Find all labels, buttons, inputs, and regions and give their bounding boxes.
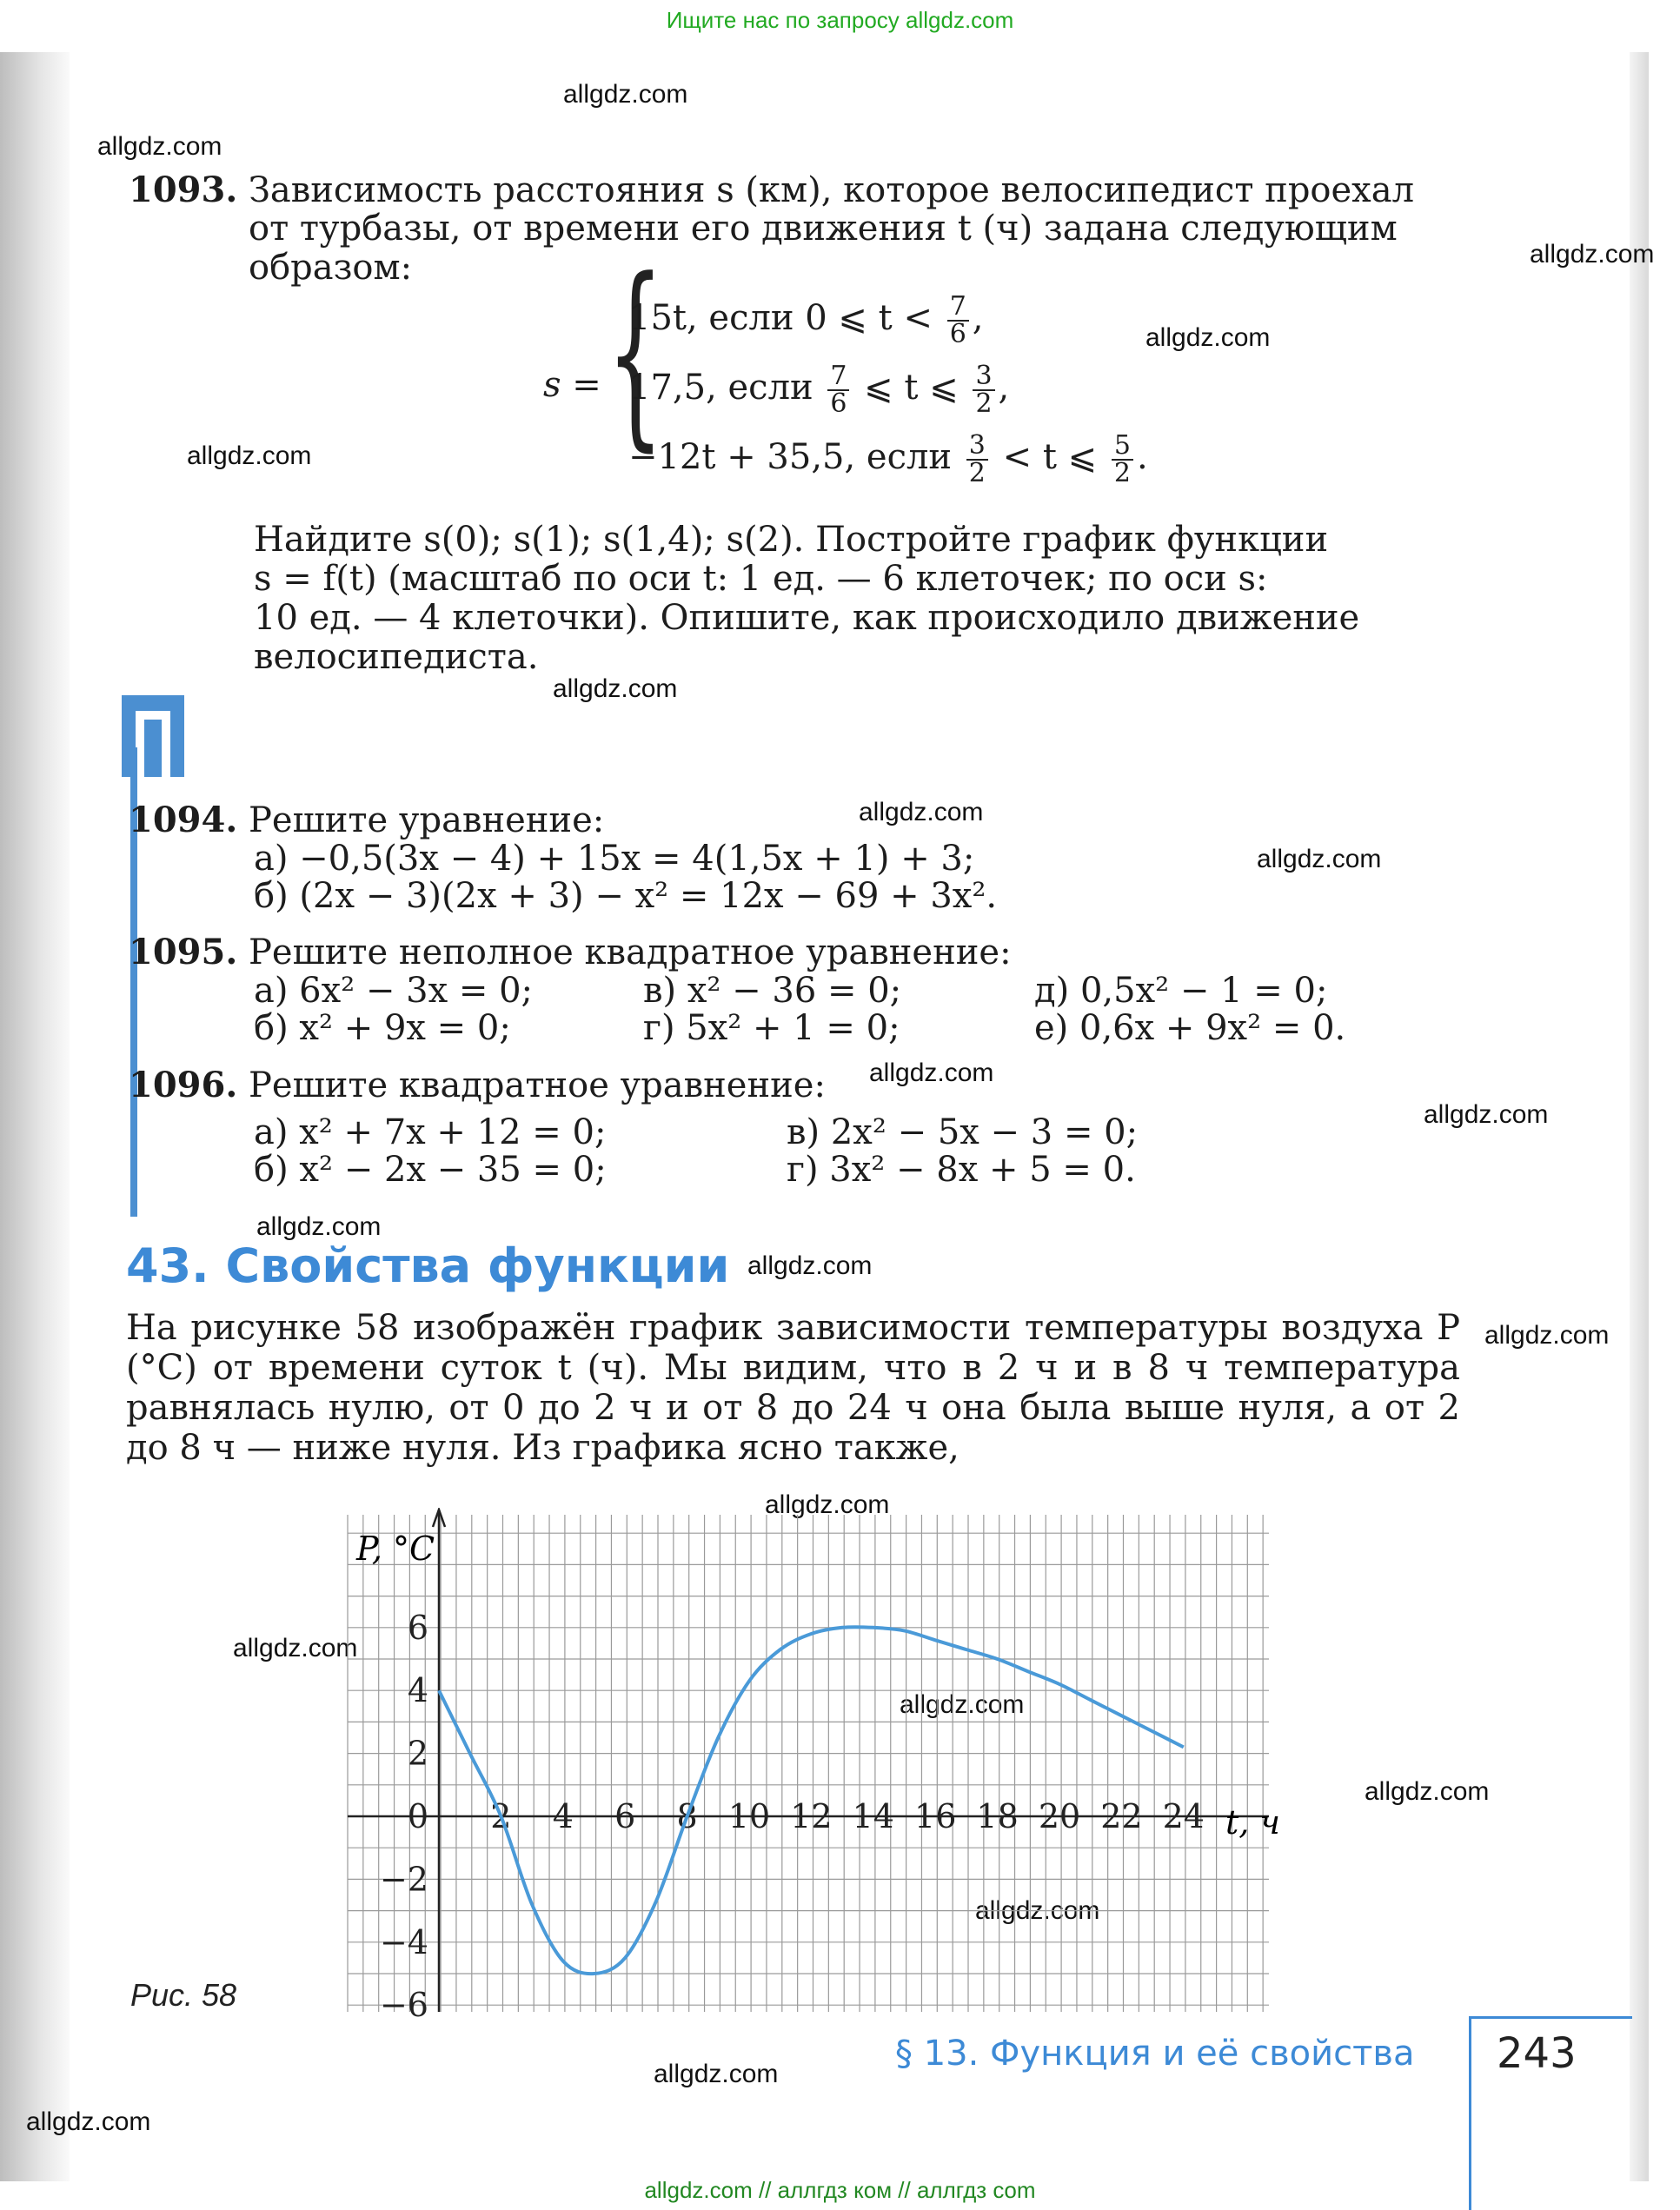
chart-grid: [348, 1515, 1269, 2012]
watermark: allgdz.com: [869, 1059, 994, 1087]
watermark: allgdz.com: [747, 1251, 873, 1280]
problem-1093-line3: образом:: [249, 248, 413, 288]
watermark: allgdz.com: [859, 798, 984, 826]
y-tick-label: −6: [379, 1986, 428, 2021]
problem-1095-e: е) 0,6x + 9x² = 0.: [1034, 1008, 1346, 1048]
piecewise-case-1: 15t, если 0 ⩽ t < $\frac{7}{6}$ ,: [628, 291, 984, 349]
running-head: § 13. Функция и её свойства: [895, 2034, 1415, 2074]
watermark: allgdz.com: [1365, 1777, 1490, 1806]
piecewise-brace: {: [607, 237, 664, 469]
watermark: allgdz.com: [553, 674, 678, 703]
watermark: allgdz.com: [233, 1634, 358, 1662]
watermark: allgdz.com: [1530, 240, 1655, 269]
x-tick-label: 18: [976, 1797, 1019, 1835]
y-tick-label: 4: [407, 1671, 428, 1710]
x-tick-label: 20: [1038, 1797, 1081, 1835]
temperature-chart: [330, 1508, 1286, 2021]
problem-1096-b: б) x² − 2x − 35 = 0;: [254, 1150, 607, 1190]
y-tick-label: −2: [379, 1860, 428, 1899]
y-tick-label: 0: [407, 1797, 428, 1835]
y-tick-label: 2: [407, 1734, 428, 1773]
watermark: allgdz.com: [1424, 1100, 1549, 1129]
section-body: На рисунке 58 изображён график зависимости температуры воздуха P (°C) от времени суток t (ч). Мы видим, что в 2 ч и в 8 ч температура равнялась нулю, от 0 до 2 ч и от 8 до 24 ч она была выше нуля, а от 2 до 8 ч — ниже нуля. Из графика ясно также,: [126, 1308, 1460, 1468]
x-tick-label: 8: [676, 1797, 698, 1835]
problem-1093-find-3: 10 ед. — 4 клеточки). Опишите, как происходило движение: [254, 598, 1360, 638]
problem-1095-b: б) x² + 9x = 0;: [254, 1008, 511, 1048]
page-edge-right: [1630, 52, 1649, 2181]
chart-ticks: [380, 1609, 1205, 2021]
section-heading: 43. Свойства функции: [126, 1238, 730, 1293]
piecewise-case-2: 17,5, если $\frac{7}{6}$ ⩽ t ⩽ $\frac{3}{2}$ ,: [628, 361, 1010, 419]
problem-1095-a: а) 6x² − 3x = 0;: [254, 971, 534, 1011]
watermark: allgdz.com: [97, 132, 222, 161]
y-axis-label: P, °C: [356, 1530, 435, 1568]
chart-axes: [348, 1510, 1269, 2012]
page-number: 243: [1497, 2029, 1577, 2078]
x-tick-label: 2: [490, 1797, 512, 1835]
footer-links[interactable]: allgdz.com // аллгдз ком // аллгдз com: [644, 2177, 1036, 2203]
x-tick-label: 4: [552, 1797, 574, 1835]
problem-1094-a: а) −0,5(3x − 4) + 15x = 4(1,5x + 1) + 3;: [254, 839, 975, 879]
problem-1093-find-2: s = f(t) (масштаб по оси t: 1 ед. — 6 клеточек; по оси s:: [254, 559, 1268, 599]
watermark: allgdz.com: [26, 2107, 151, 2136]
problem-1095-v: в) x² − 36 = 0;: [643, 971, 902, 1011]
x-tick-label: 10: [727, 1797, 771, 1835]
problem-1095-title: 1095. Решите неполное квадратное уравнение:: [129, 932, 1012, 972]
watermark: allgdz.com: [975, 1896, 1100, 1925]
problem-1094-title: 1094. Решите уравнение:: [129, 800, 605, 840]
x-tick-label: 12: [790, 1797, 833, 1835]
problem-1093-line2: от турбазы, от времени его движения t (ч) задана следующим: [249, 209, 1398, 249]
x-tick-label: 16: [914, 1797, 957, 1835]
top-banner[interactable]: Ищите нас по запросу allgdz.com: [666, 7, 1014, 33]
problem-1095-d: д) 0,5x² − 1 = 0;: [1034, 971, 1328, 1011]
x-tick-label: 24: [1162, 1797, 1205, 1835]
y-tick-label: 6: [407, 1608, 428, 1647]
watermark: allgdz.com: [563, 80, 688, 109]
watermark: allgdz.com: [654, 2060, 779, 2088]
figure-caption: Рис. 58: [130, 1977, 237, 2013]
problem-1096-a: а) x² + 7x + 12 = 0;: [254, 1112, 607, 1152]
problem-1096-g: г) 3x² − 8x + 5 = 0.: [787, 1150, 1136, 1190]
problem-text: Зависимость расстояния s (км), которое велосипедист проехал: [248, 170, 1414, 210]
watermark: allgdz.com: [256, 1212, 382, 1241]
watermark: allgdz.com: [1484, 1321, 1610, 1350]
piecewise-case-3: −12t + 35,5, если $\frac{3}{2}$ < t ⩽ $\frac{5}{2}$ .: [628, 430, 1148, 488]
watermark: allgdz.com: [1145, 323, 1271, 352]
x-tick-label: 6: [614, 1797, 636, 1835]
x-tick-label: 14: [852, 1797, 894, 1835]
problem-1093-find-4: велосипедиста.: [254, 637, 539, 677]
problem-number: 1093.: [129, 169, 238, 210]
problem-1093-line1: [129, 169, 1414, 210]
problem-1096-title: 1096. Решите квадратное уравнение:: [129, 1065, 826, 1105]
watermark: allgdz.com: [900, 1690, 1025, 1719]
x-tick-label: 22: [1100, 1797, 1143, 1835]
problem-1096-v: в) 2x² − 5x − 3 = 0;: [787, 1112, 1139, 1152]
y-tick-label: −4: [379, 1922, 428, 1961]
problem-1094-b: б) (2x − 3)(2x + 3) − x² = 12x − 69 + 3x².: [254, 876, 998, 916]
x-axis-label: t, ч: [1225, 1803, 1281, 1842]
watermark: allgdz.com: [187, 441, 312, 470]
problem-1093-find-1: Найдите s(0); s(1); s(1,4); s(2). Постройте график функции: [254, 520, 1329, 560]
piecewise-s-eq: s =: [543, 365, 601, 405]
watermark: allgdz.com: [765, 1490, 890, 1519]
watermark: allgdz.com: [1257, 845, 1382, 873]
page-edge-left: [0, 52, 70, 2181]
problem-1095-g: г) 5x² + 1 = 0;: [643, 1008, 900, 1048]
